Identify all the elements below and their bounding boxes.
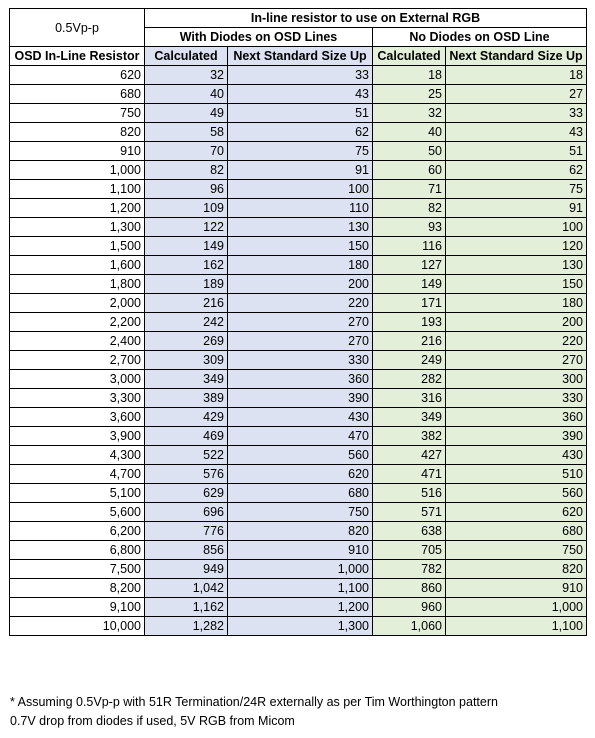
osd-resistor-cell: 1,000 [10,161,145,180]
no-standard-cell: 360 [446,408,587,427]
osd-resistor-cell: 3,000 [10,370,145,389]
with-standard-cell: 750 [228,503,373,522]
no-standard-cell: 43 [446,123,587,142]
no-standard-cell: 75 [446,180,587,199]
table-row [10,275,587,294]
no-standard-cell: 750 [446,541,587,560]
no-calculated-cell: 427 [373,446,446,465]
no-standard-cell: 91 [446,199,587,218]
no-calculated-cell: 127 [373,256,446,275]
table-row [10,66,587,85]
no-standard-cell: 180 [446,294,587,313]
with-calculated-cell: 269 [145,332,228,351]
no-calculated-cell: 82 [373,199,446,218]
no-standard-cell: 130 [446,256,587,275]
table-row [10,332,587,351]
with-standard-cell: 1,300 [228,617,373,636]
table-row [10,598,587,617]
osd-resistor-cell: 2,200 [10,313,145,332]
osd-resistor-cell: 2,400 [10,332,145,351]
with-calculated-cell: 122 [145,218,228,237]
no-standard-cell: 820 [446,560,587,579]
no-calculated-cell: 32 [373,104,446,123]
osd-resistor-cell: 10,000 [10,617,145,636]
no-calculated-cell: 382 [373,427,446,446]
col-with-calculated-header: Calculated [145,47,228,66]
with-standard-cell: 33 [228,66,373,85]
no-standard-cell: 390 [446,427,587,446]
no-calculated-cell: 282 [373,370,446,389]
osd-resistor-cell: 5,100 [10,484,145,503]
table-row [10,142,587,161]
table-row [10,104,587,123]
osd-resistor-cell: 4,300 [10,446,145,465]
with-calculated-cell: 576 [145,465,228,484]
with-calculated-cell: 32 [145,66,228,85]
with-calculated-cell: 96 [145,180,228,199]
osd-resistor-cell: 2,700 [10,351,145,370]
osd-resistor-cell: 1,100 [10,180,145,199]
osd-resistor-cell: 8,200 [10,579,145,598]
table-row [10,180,587,199]
osd-resistor-cell: 4,700 [10,465,145,484]
with-standard-cell: 910 [228,541,373,560]
footnote [10,693,498,731]
no-standard-cell: 1,000 [446,598,587,617]
osd-resistor-cell: 750 [10,104,145,123]
no-calculated-cell: 571 [373,503,446,522]
no-standard-cell: 680 [446,522,587,541]
no-standard-cell: 62 [446,161,587,180]
no-calculated-cell: 50 [373,142,446,161]
with-calculated-cell: 70 [145,142,228,161]
table-row [10,522,587,541]
group-title: In-line resistor to use on External RGB [145,9,587,28]
no-calculated-cell: 193 [373,313,446,332]
table-row [10,541,587,560]
col-with-standard-header: Next Standard Size Up [228,47,373,66]
with-calculated-cell: 429 [145,408,228,427]
no-standard-cell: 430 [446,446,587,465]
no-calculated-cell: 171 [373,294,446,313]
no-calculated-cell: 705 [373,541,446,560]
no-standard-cell: 33 [446,104,587,123]
with-standard-cell: 180 [228,256,373,275]
with-calculated-cell: 1,042 [145,579,228,598]
with-standard-cell: 220 [228,294,373,313]
table-row [10,85,587,104]
table-row [10,484,587,503]
with-calculated-cell: 162 [145,256,228,275]
with-standard-cell: 1,200 [228,598,373,617]
no-calculated-cell: 25 [373,85,446,104]
osd-resistor-cell: 7,500 [10,560,145,579]
footnote-line-1: * Assuming 0.5Vp-p with 51R Termination/24R externally as per Tim Worthington pattern [10,695,498,709]
with-standard-cell: 200 [228,275,373,294]
with-standard-cell: 100 [228,180,373,199]
with-calculated-cell: 149 [145,237,228,256]
table-row [10,351,587,370]
with-standard-cell: 470 [228,427,373,446]
with-standard-cell: 820 [228,522,373,541]
table-row [10,370,587,389]
no-calculated-cell: 782 [373,560,446,579]
table-row [10,123,587,142]
table-row [10,161,587,180]
with-standard-cell: 130 [228,218,373,237]
with-standard-cell: 150 [228,237,373,256]
with-calculated-cell: 469 [145,427,228,446]
no-standard-cell: 51 [446,142,587,161]
no-standard-cell: 18 [446,66,587,85]
footnote-line-2: 0.7V drop from diodes if used, 5V RGB from Micom [10,714,295,728]
with-calculated-cell: 242 [145,313,228,332]
with-standard-cell: 91 [228,161,373,180]
no-standard-cell: 150 [446,275,587,294]
table-row [10,560,587,579]
with-standard-cell: 360 [228,370,373,389]
with-standard-cell: 75 [228,142,373,161]
osd-resistor-cell: 3,300 [10,389,145,408]
osd-resistor-cell: 6,800 [10,541,145,560]
with-calculated-cell: 949 [145,560,228,579]
osd-resistor-cell: 6,200 [10,522,145,541]
no-calculated-cell: 60 [373,161,446,180]
with-standard-cell: 270 [228,313,373,332]
no-standard-cell: 100 [446,218,587,237]
no-standard-cell: 910 [446,579,587,598]
with-standard-cell: 1,100 [228,579,373,598]
with-calculated-cell: 776 [145,522,228,541]
col-no-standard-header: Next Standard Size Up [446,47,587,66]
osd-resistor-cell: 2,000 [10,294,145,313]
table-row [10,446,587,465]
with-calculated-cell: 1,162 [145,598,228,617]
table-row [10,218,587,237]
table-row [10,408,587,427]
table-row [10,465,587,484]
col-osd-resistor-header: OSD In-Line Resistor [10,47,145,66]
with-calculated-cell: 109 [145,199,228,218]
with-calculated-cell: 1,282 [145,617,228,636]
osd-resistor-cell: 3,900 [10,427,145,446]
no-calculated-cell: 149 [373,275,446,294]
with-calculated-cell: 189 [145,275,228,294]
no-standard-cell: 510 [446,465,587,484]
osd-resistor-cell: 820 [10,123,145,142]
with-standard-cell: 51 [228,104,373,123]
with-calculated-cell: 82 [145,161,228,180]
osd-resistor-cell: 620 [10,66,145,85]
no-calculated-cell: 40 [373,123,446,142]
table-row [10,579,587,598]
no-calculated-cell: 860 [373,579,446,598]
no-standard-cell: 330 [446,389,587,408]
no-calculated-cell: 516 [373,484,446,503]
no-calculated-cell: 249 [373,351,446,370]
with-standard-cell: 43 [228,85,373,104]
table-row [10,389,587,408]
no-calculated-cell: 216 [373,332,446,351]
no-standard-cell: 300 [446,370,587,389]
no-standard-cell: 27 [446,85,587,104]
with-calculated-cell: 309 [145,351,228,370]
no-calculated-cell: 1,060 [373,617,446,636]
no-standard-cell: 270 [446,351,587,370]
osd-resistor-cell: 680 [10,85,145,104]
table-row [10,199,587,218]
with-calculated-cell: 522 [145,446,228,465]
no-calculated-cell: 71 [373,180,446,199]
osd-resistor-cell: 1,600 [10,256,145,275]
with-standard-cell: 680 [228,484,373,503]
osd-resistor-cell: 1,200 [10,199,145,218]
voltage-title: 0.5Vp-p [10,9,145,47]
no-calculated-cell: 316 [373,389,446,408]
with-standard-cell: 390 [228,389,373,408]
table-row [10,427,587,446]
table-row [10,256,587,275]
no-standard-cell: 220 [446,332,587,351]
with-calculated-cell: 216 [145,294,228,313]
no-calculated-cell: 349 [373,408,446,427]
header-row-1 [10,9,587,28]
no-calculated-cell: 18 [373,66,446,85]
with-standard-cell: 430 [228,408,373,427]
with-calculated-cell: 389 [145,389,228,408]
no-standard-cell: 120 [446,237,587,256]
no-diodes-header: No Diodes on OSD Line [373,28,587,47]
table-row [10,294,587,313]
col-no-calculated-header: Calculated [373,47,446,66]
with-diodes-header: With Diodes on OSD Lines [145,28,373,47]
with-standard-cell: 62 [228,123,373,142]
no-calculated-cell: 638 [373,522,446,541]
no-calculated-cell: 960 [373,598,446,617]
table-row [10,237,587,256]
no-calculated-cell: 471 [373,465,446,484]
with-standard-cell: 330 [228,351,373,370]
no-standard-cell: 200 [446,313,587,332]
with-calculated-cell: 58 [145,123,228,142]
table-row [10,503,587,522]
with-standard-cell: 270 [228,332,373,351]
with-standard-cell: 110 [228,199,373,218]
with-calculated-cell: 349 [145,370,228,389]
no-standard-cell: 560 [446,484,587,503]
with-calculated-cell: 40 [145,85,228,104]
osd-resistor-cell: 3,600 [10,408,145,427]
no-calculated-cell: 116 [373,237,446,256]
with-calculated-cell: 49 [145,104,228,123]
osd-resistor-cell: 1,300 [10,218,145,237]
osd-resistor-cell: 1,500 [10,237,145,256]
resistor-table [9,8,587,636]
table-row [10,313,587,332]
table-row [10,617,587,636]
with-standard-cell: 1,000 [228,560,373,579]
with-calculated-cell: 696 [145,503,228,522]
with-calculated-cell: 856 [145,541,228,560]
osd-resistor-cell: 910 [10,142,145,161]
column-header-row [10,47,587,66]
osd-resistor-cell: 1,800 [10,275,145,294]
with-calculated-cell: 629 [145,484,228,503]
with-standard-cell: 560 [228,446,373,465]
osd-resistor-cell: 9,100 [10,598,145,617]
osd-resistor-cell: 5,600 [10,503,145,522]
no-standard-cell: 620 [446,503,587,522]
no-calculated-cell: 93 [373,218,446,237]
no-standard-cell: 1,100 [446,617,587,636]
with-standard-cell: 620 [228,465,373,484]
